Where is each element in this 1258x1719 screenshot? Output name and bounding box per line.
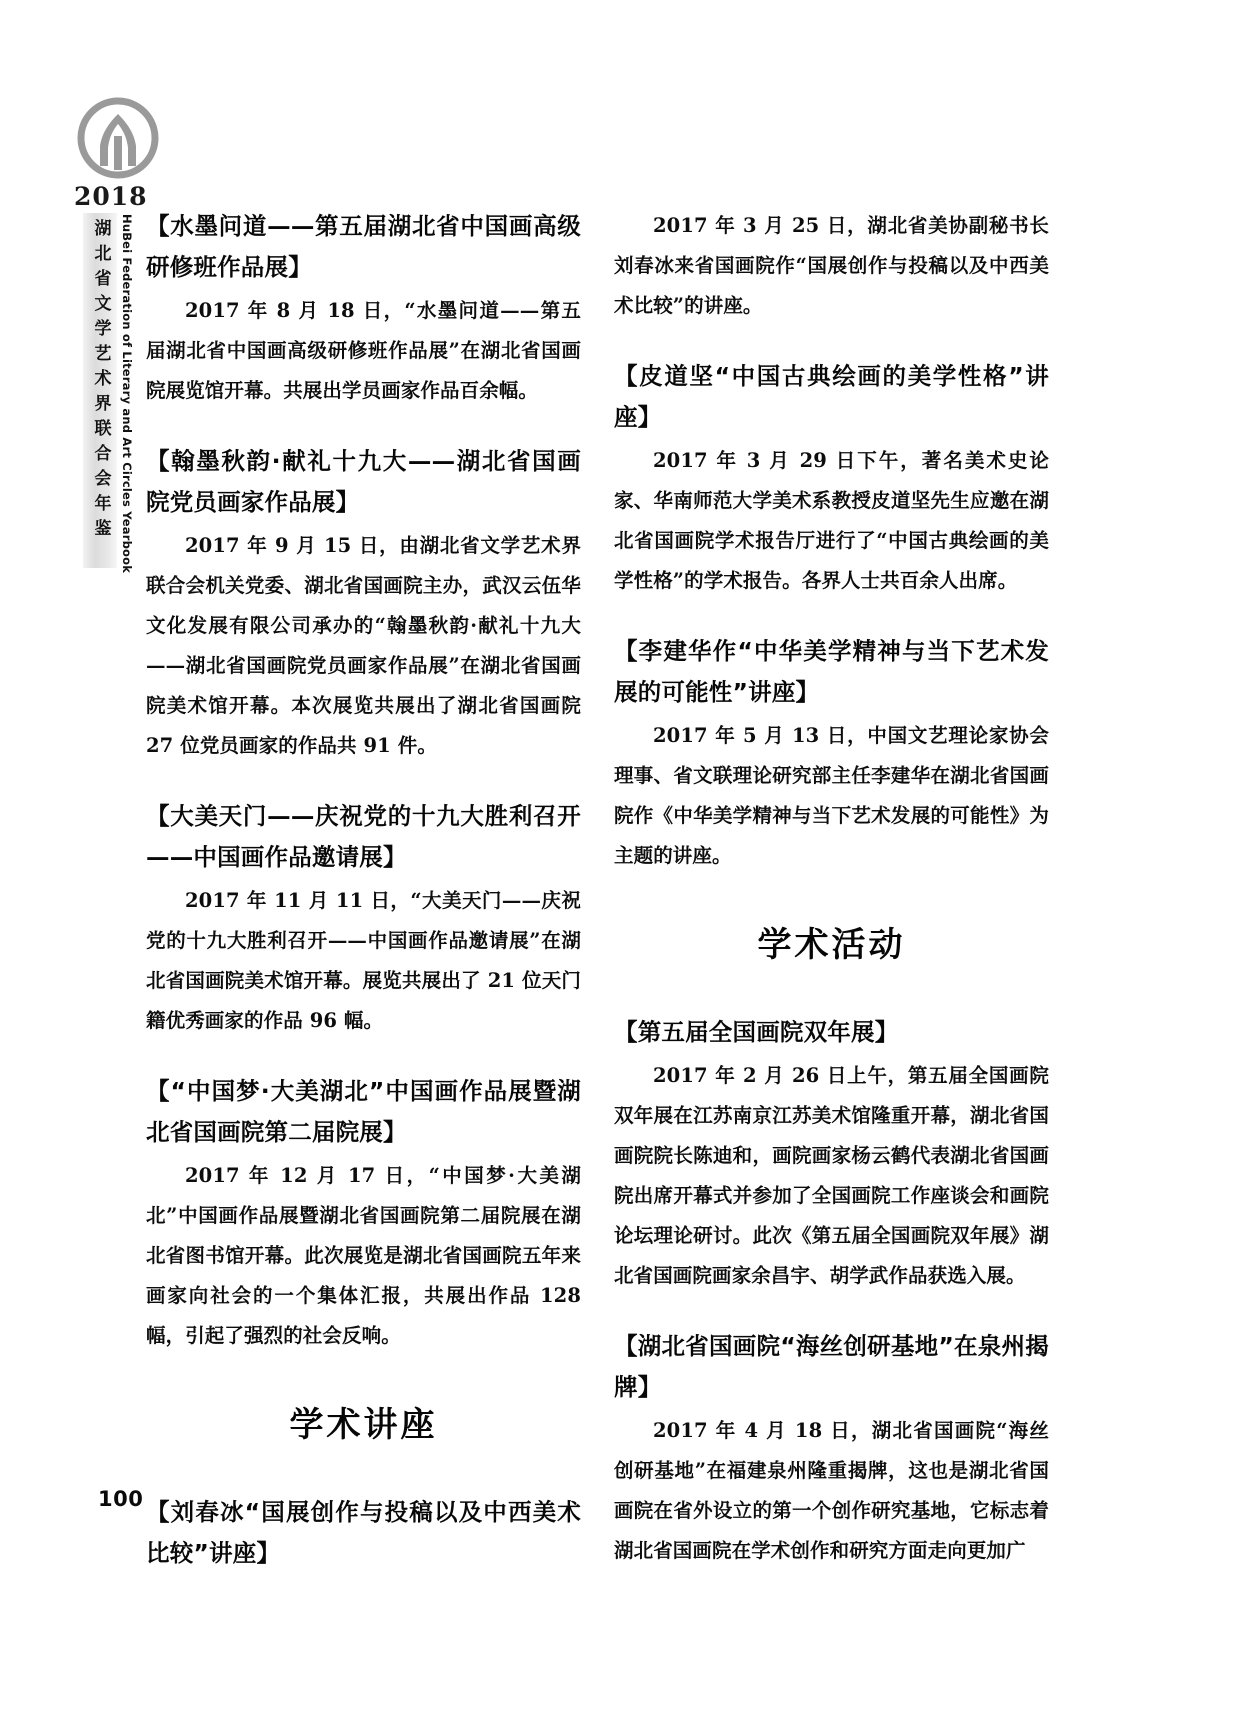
article-body: 2017 年 8 月 18 日，“水墨问道——第五届湖北省中国画高级研修班作品展”在湖北省国画院展览馆开幕。共展出学员画家作品百余幅。 [146, 299, 581, 402]
article-title: 【皮道坚“中国古典绘画的美学性格”讲座】 [614, 362, 1049, 431]
article-body: 2017 年 4 月 18 日，湖北省国画院“海丝创研基地”在福建泉州隆重揭牌，这也是湖北省国画院在省外设立的第一个创作研究基地，它标志着湖北省国画院在学术创作和研究方面走向更加广 [614, 1419, 1049, 1562]
side-tab-chinese-label: 湖北省文学艺术界联合会年鉴 [90, 219, 111, 544]
hubei-federation-emblem-icon [76, 96, 160, 180]
article-title: 【翰墨秋韵·献礼十九大——湖北省国画院党员画家作品展】 [146, 447, 581, 516]
article [146, 1492, 581, 1574]
article-body: 2017 年 5 月 13 日，中国文艺理论家协会理事、省文联理论研究部主任李建华在湖北省国画院作《中华美学精神与当下艺术发展的可能性》为主题的讲座。 [614, 724, 1049, 867]
right-column [614, 206, 1049, 1601]
article-title: 【大美天门——庆祝党的十九大胜利召开——中国画作品邀请展】 [146, 802, 581, 871]
article-body-continued: 2017 年 3 月 25 日，湖北省美协副秘书长刘春冰来省国画院作“国展创作与投稿以及中西美术比较”的讲座。 [614, 214, 1049, 317]
page-number: 100 [98, 1487, 144, 1511]
article [146, 206, 581, 411]
article-body: 2017 年 9 月 15 日，由湖北省文学艺术界联合会机关党委、湖北省国画院主办，武汉云伍华文化发展有限公司承办的“翰墨秋韵·献礼十九大——湖北省国画院党员画家作品展”在湖北省国画院美术馆开幕。本次展览共展出了湖北省国画院 27 位党员画家的作品共 91 件。 [146, 534, 581, 757]
article-title: 【第五届全国画院双年展】 [614, 1018, 899, 1046]
article [614, 1326, 1049, 1571]
article [146, 441, 581, 766]
article-body: 2017 年 12 月 17 日，“中国梦·大美湖北”中国画作品展暨湖北省国画院第二届院展在湖北省图书馆开幕。此次展览是湖北省国画院五年来画家向社会的一个集体汇报，共展出作品 128 幅，引起了强烈的社会反响。 [146, 1164, 581, 1347]
article-title: 【“中国梦·大美湖北”中国画作品展暨湖北省国画院第二届院展】 [146, 1077, 581, 1146]
article [146, 1071, 581, 1356]
article [614, 356, 1049, 601]
article [146, 796, 581, 1041]
side-tab-english-label: HuBei Federation of Literary and Art Circles Yearbook [120, 214, 134, 574]
article-title: 【刘春冰“国展创作与投稿以及中西美术比较”讲座】 [146, 1498, 581, 1567]
article-title: 【湖北省国画院“海丝创研基地”在泉州揭牌】 [614, 1332, 1049, 1401]
article [614, 1012, 1049, 1296]
masthead [74, 96, 194, 211]
article [614, 631, 1049, 876]
article-body: 2017 年 3 月 29 日下午，著名美术史论家、华南师范大学美术系教授皮道坚先生应邀在湖北省国画院学术报告厅进行了“中国古典绘画的美学性格”的学术报告。各界人士共百余人出席。 [614, 449, 1049, 592]
side-tab-chinese [83, 213, 117, 568]
article-title: 【李建华作“中华美学精神与当下艺术发展的可能性”讲座】 [614, 637, 1049, 706]
article-body: 2017 年 2 月 26 日上午，第五届全国画院双年展在江苏南京江苏美术馆隆重开幕，湖北省国画院院长陈迪和，画院画家杨云鹤代表湖北省国画院出席开幕式并参加了全国画院工作座谈会和画院论坛理论研讨。此次《第五届全国画院双年展》湖北省国画院画家余昌宇、胡学武作品获选入展。 [614, 1064, 1049, 1287]
article-title: 【水墨问道——第五届湖北省中国画高级研修班作品展】 [146, 212, 581, 281]
section-heading-activities: 学术活动 [757, 925, 906, 965]
left-column [146, 206, 581, 1604]
section-heading-lectures: 学术讲座 [289, 1405, 438, 1445]
article-body: 2017 年 11 月 11 日，“大美天门——庆祝党的十九大胜利召开——中国画作品邀请展”在湖北省国画院美术馆开幕。展览共展出了 21 位天门籍优秀画家的作品 96 幅。 [146, 889, 581, 1032]
masthead-year: 2018 [74, 182, 148, 211]
